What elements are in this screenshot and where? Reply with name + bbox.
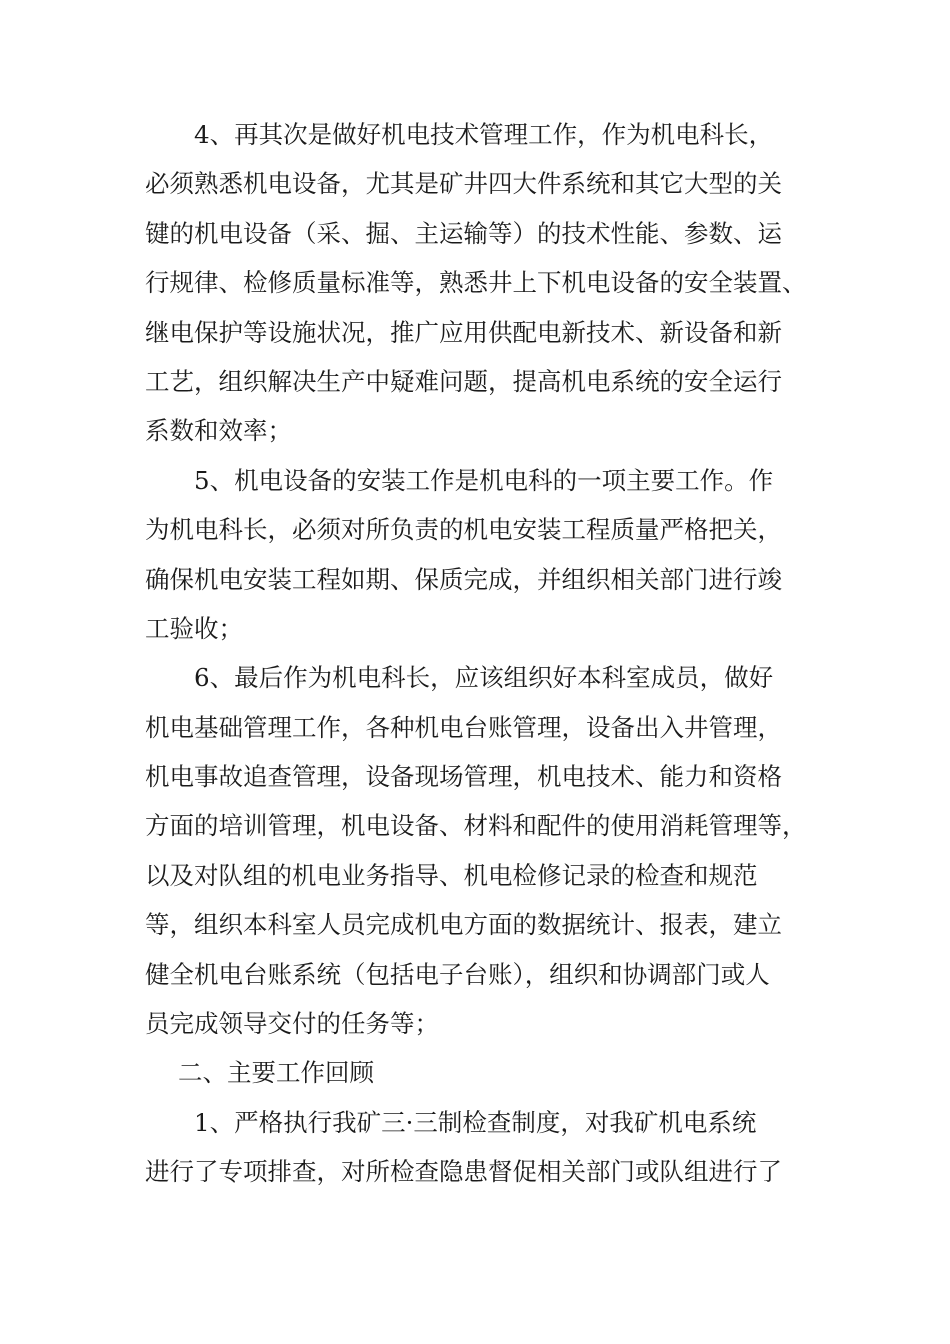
paragraph-4-line-5: 继电保护等设施状况，推广应用供配电新技术、新设备和新	[145, 317, 782, 347]
paragraph-4-line-2: 必须熟悉机电设备，尤其是矿井四大件系统和其它大型的关	[145, 169, 782, 199]
body-text	[145, 110, 835, 1197]
paragraph-4-line-1: 4、再其次是做好机电技术管理工作，作为机电科长，	[194, 120, 774, 149]
paragraph-4-line-6: 工艺，组织解决生产中疑难问题，提高机电系统的安全运行	[145, 366, 782, 396]
paragraph-5-line-1: 5、机电设备的安装工作是机电科的一项主要工作。作	[194, 465, 774, 495]
paragraph-6-line-2: 机电基础管理工作，各种机电台账管理，设备出入井管理，	[145, 712, 782, 742]
paragraph-5-line-3: 确保机电安装工程如期、保质完成，并组织相关部门进行竣	[145, 564, 782, 594]
paragraph-4-line-4: 行规律、检修质量标准等，熟悉井上下机电设备的安全装置、	[145, 268, 807, 298]
paragraph-5-line-4: 工验收；	[145, 613, 243, 643]
paragraph-6-line-6: 等，组织本科室人员完成机电方面的数据统计、报表，建立	[145, 910, 782, 940]
review-item-1-line-1: 1、严格执行我矿三·三制检查制度，对我矿机电系统	[194, 1107, 757, 1137]
section-heading: 二、主要工作回顾	[178, 1058, 374, 1088]
paragraph-5-line-2: 为机电科长，必须对所负责的机电安装工程质量严格把关，	[145, 515, 782, 545]
paragraph-4-line-3: 键的机电设备（采、掘、主运输等）的技术性能、参数、运	[145, 218, 782, 248]
paragraph-6-line-4: 方面的培训管理，机电设备、材料和配件的使用消耗管理等，	[145, 811, 807, 841]
paragraph-6-line-1: 6、最后作为机电科长，应该组织好本科室成员，做好	[194, 663, 774, 693]
paragraph-6-line-8: 员完成领导交付的任务等；	[145, 1009, 439, 1039]
paragraph-6-line-3: 机电事故追查管理，设备现场管理，机电技术、能力和资格	[145, 762, 782, 792]
paragraph-6-line-5: 以及对队组的机电业务指导、机电检修记录的检查和规范	[145, 860, 758, 890]
review-item-1-line-2: 进行了专项排查，对所检查隐患督促相关部门或队组进行了	[145, 1157, 782, 1187]
paragraph-4-line-7: 系数和效率；	[145, 416, 292, 446]
paragraph-6-line-7: 健全机电台账系统（包括电子台账），组织和协调部门或人	[145, 959, 770, 989]
